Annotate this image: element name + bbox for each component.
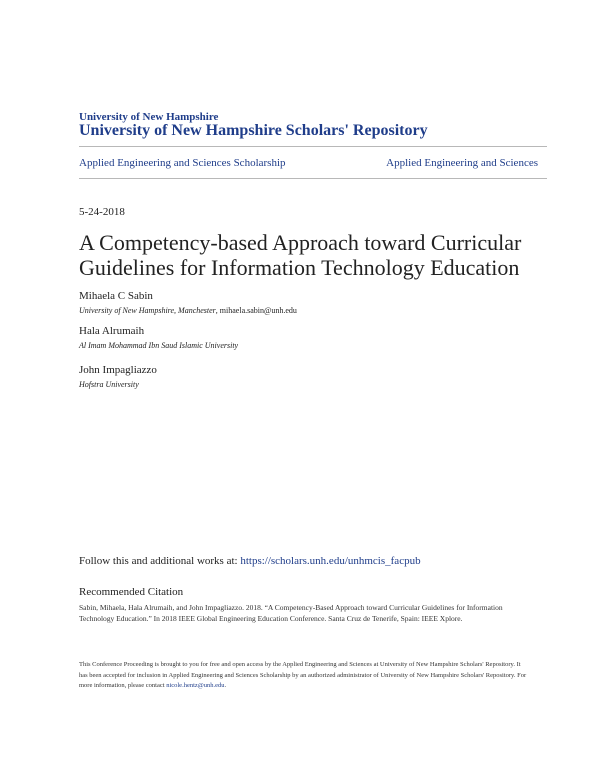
divider-bottom	[79, 178, 547, 179]
department-link[interactable]: Applied Engineering and Sciences	[386, 157, 538, 169]
recommended-citation-text: Sabin, Mihaela, Hala Alrumaih, and John Impagliazzo. 2018. “A Competency-Based Approach toward Curricular Guidelines for Information Technology Education.” In 2018 IEEE Global Engineering Education Conference. Santa Cruz de Tenerife, Spain: IEEE Xplore.	[79, 603, 503, 623]
author-name: John Impagliazzo	[79, 364, 157, 376]
publication-date: 5-24-2018	[79, 206, 125, 218]
collection-url-link[interactable]: https://scholars.unh.edu/unhmcis_facpub	[240, 555, 421, 567]
follow-line	[79, 555, 421, 567]
author-affiliation: Hofstra University	[79, 380, 139, 389]
notice-text: This Conference Proceeding is brought to you for free and open access by the Applied Engineering and Sciences at University of New Hampshire Scholars' Repository. It has been accepted for inclusion in Applied Engineering and Sciences Scholarship by an authorized administrator of University of New Hampshire Scholars' Repository. For more information, please contact	[79, 661, 527, 689]
follow-prefix: Follow this and additional works at:	[79, 555, 238, 567]
author-name: Mihaela C Sabin	[79, 290, 153, 302]
author-email[interactable]: , mihaela.sabin@unh.edu	[215, 306, 297, 315]
notice-end: .	[224, 682, 227, 689]
author-affiliation	[79, 306, 297, 315]
recommended-citation-heading: Recommended Citation	[79, 586, 184, 598]
collection-link[interactable]: Applied Engineering and Sciences Scholarship	[79, 157, 286, 169]
author-name: Hala Alrumaih	[79, 325, 145, 337]
access-notice	[79, 660, 529, 692]
affiliation-text: University of New Hampshire, Manchester	[79, 306, 216, 315]
institution-name[interactable]: University of New Hampshire	[79, 111, 219, 123]
contact-email-link[interactable]: nicole.hentz@unh.edu	[166, 682, 225, 689]
repository-name[interactable]: University of New Hampshire Scholars' Repository	[79, 122, 428, 139]
paper-title: A Competency-based Approach toward Curricular Guidelines for Information Technology Education	[79, 230, 522, 280]
divider-top	[79, 146, 547, 147]
author-affiliation: Al Imam Mohammad Ibn Saud Islamic University	[79, 341, 239, 350]
